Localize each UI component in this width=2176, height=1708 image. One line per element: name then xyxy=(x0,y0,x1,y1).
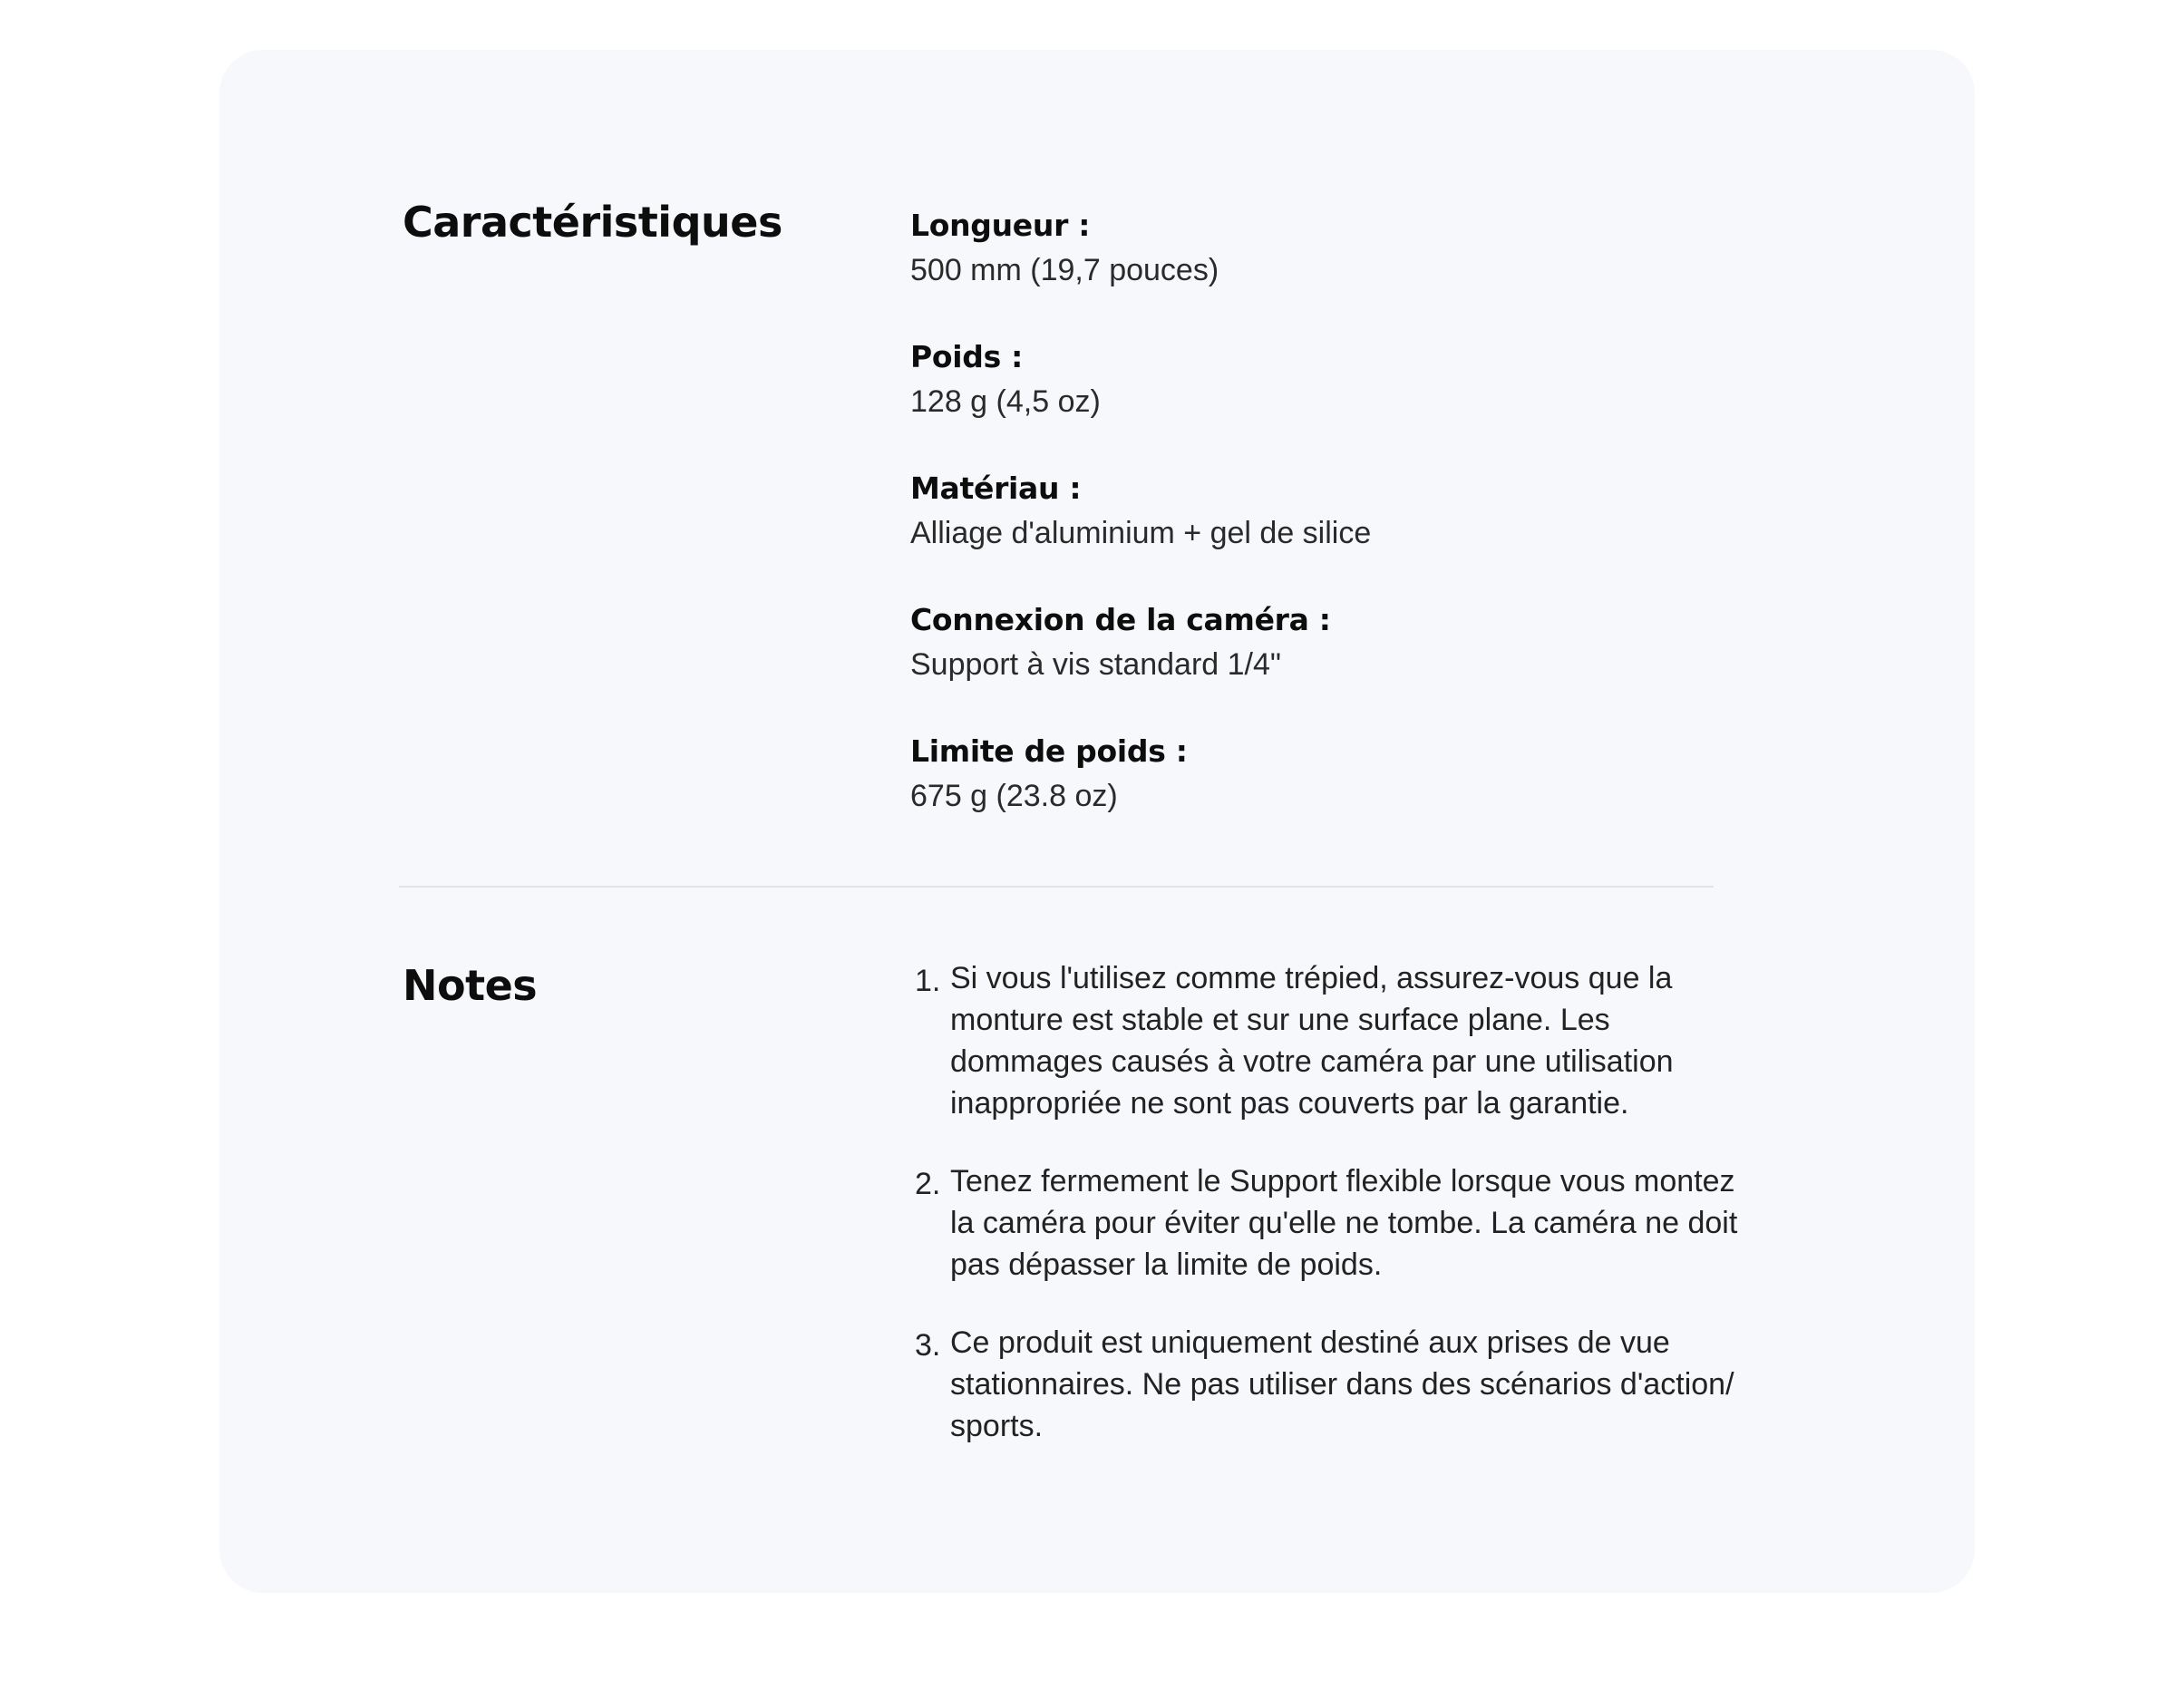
note-text: Tenez fermement le Support flexible lorsque vous montez la caméra pour éviter qu'elle ne tombe. La caméra ne doit pas dépasser la limite de poids. xyxy=(950,1164,1738,1282)
spec-value: 675 g (23.8 oz) xyxy=(910,779,1118,813)
spec-item-material xyxy=(910,468,1726,557)
note-text: Ce produit est uniquement destiné aux prises de vue stationnaires. Ne pas utiliser dans des scénarios d'action/ sports. xyxy=(950,1325,1734,1443)
notes-list xyxy=(910,957,1744,1483)
spec-value: 128 g (4,5 oz) xyxy=(910,384,1101,419)
spec-item-weight-limit xyxy=(910,731,1726,820)
note-item xyxy=(910,1160,1744,1286)
note-number: 1. xyxy=(915,964,941,998)
note-number: 2. xyxy=(915,1167,941,1201)
specs-section-title: Caractéristiques xyxy=(403,198,782,247)
spec-value: 500 mm (19,7 pouces) xyxy=(910,253,1219,287)
spec-label: Connexion de la caméra : xyxy=(910,602,1331,637)
spec-value: Support à vis standard 1/4" xyxy=(910,647,1281,682)
note-text: Si vous l'utilisez comme trépied, assurez-vous que la monture est stable et sur une surface plane. Les dommages causés à votre caméra par une utilisation inappropriée ne sont pas couverts par la garantie. xyxy=(950,961,1674,1121)
note-number: 3. xyxy=(915,1328,941,1363)
specs-list xyxy=(910,205,1726,862)
notes-section-title: Notes xyxy=(403,961,538,1010)
spec-label: Matériau : xyxy=(910,471,1082,506)
spec-label: Poids : xyxy=(910,339,1024,374)
spec-item-length xyxy=(910,205,1726,294)
note-item xyxy=(910,957,1744,1124)
spec-label: Longueur : xyxy=(910,208,1091,243)
note-item xyxy=(910,1322,1744,1447)
section-divider xyxy=(399,886,1714,888)
spec-value: Alliage d'aluminium + gel de silice xyxy=(910,516,1372,550)
spec-item-camera-connection xyxy=(910,599,1726,688)
spec-item-weight xyxy=(910,336,1726,425)
spec-label: Limite de poids : xyxy=(910,733,1188,769)
